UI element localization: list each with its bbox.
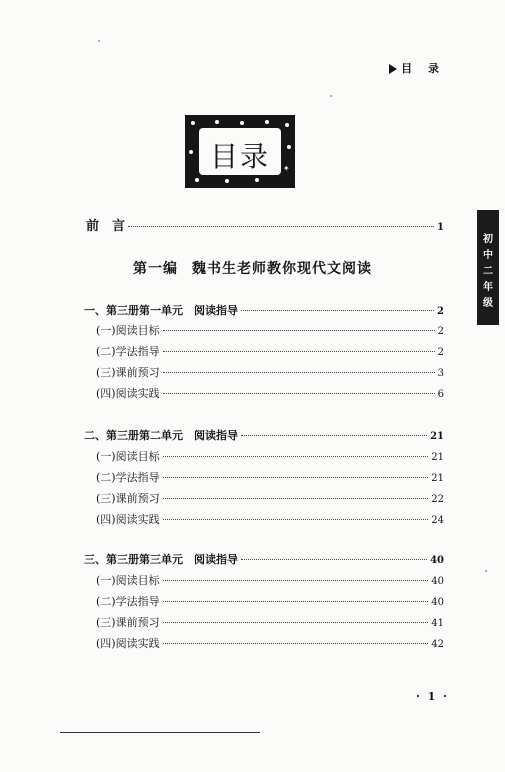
- dot-ornament-icon: [255, 178, 259, 182]
- toc-item[interactable]: [96, 511, 444, 527]
- toc-item[interactable]: [96, 322, 444, 338]
- toc-item[interactable]: [96, 593, 444, 609]
- dot-ornament-icon: [215, 120, 219, 124]
- scan-speck: [330, 95, 332, 97]
- dot-ornament-icon: [265, 120, 269, 124]
- dot-leader: [163, 580, 429, 581]
- page-ref: 2: [437, 347, 444, 358]
- triangle-marker-icon: [389, 64, 397, 74]
- page-ref: 40: [431, 576, 444, 587]
- part-heading: [0, 258, 505, 278]
- dot-ornament-icon: [191, 121, 195, 125]
- dot-leader: [163, 519, 429, 520]
- part-number: 第一编: [133, 261, 178, 277]
- dot-leader: [163, 330, 435, 331]
- dot-ornament-icon: [287, 145, 291, 149]
- side-tab-char: 中: [483, 250, 493, 261]
- item-label: (一)阅读目标: [96, 324, 160, 337]
- scan-speck: [98, 40, 100, 42]
- side-tab-char: 初: [483, 234, 493, 245]
- page-ref: 22: [431, 494, 444, 505]
- page-ref: 3: [437, 368, 444, 379]
- dot-ornament-icon: [240, 121, 244, 125]
- title-block: [185, 115, 295, 188]
- dot-leader: [163, 372, 435, 373]
- bottom-rule: [60, 732, 260, 733]
- toc-item[interactable]: [96, 469, 444, 485]
- section-title: 二、第三册第二单元 阅读指导: [84, 429, 238, 442]
- dot-leader: [163, 351, 435, 352]
- running-head-text: 目 录: [401, 62, 445, 75]
- dot-ornament-icon: [285, 123, 289, 127]
- page-ref: 1: [437, 222, 444, 233]
- item-label: (四)阅读实践: [96, 387, 160, 400]
- dot-leader: [241, 559, 427, 560]
- dot-leader: [163, 456, 429, 457]
- dot-leader: [163, 393, 435, 394]
- item-label: (二)学法指导: [96, 595, 160, 608]
- dot-ornament-icon: [195, 178, 199, 182]
- page-number: · 1 ·: [416, 690, 449, 703]
- dot-leader: [163, 601, 429, 602]
- section-entry[interactable]: [84, 551, 444, 567]
- page-title: 目录: [209, 140, 270, 173]
- page-ref: 40: [430, 555, 444, 566]
- dot-leader: [241, 310, 434, 311]
- page-ref: 24: [431, 515, 444, 526]
- title-frame: [199, 128, 281, 175]
- page-ref: 42: [431, 639, 444, 650]
- dot-ornament-icon: [189, 150, 193, 154]
- running-head: [389, 60, 445, 76]
- item-label: (三)课前预习: [96, 492, 160, 505]
- star-ornament-icon: ✦: [283, 164, 290, 173]
- side-tab-char: 二: [483, 266, 493, 277]
- side-tab-char: 级: [483, 298, 493, 309]
- item-label: (一)阅读目标: [96, 574, 160, 587]
- item-label: (三)课前预习: [96, 616, 160, 629]
- section-title: 三、第三册第三单元 阅读指导: [84, 553, 238, 566]
- side-tab-char: 年: [483, 282, 493, 293]
- dot-leader: [241, 435, 427, 436]
- item-label: (三)课前预习: [96, 366, 160, 379]
- section-entry[interactable]: [84, 302, 444, 318]
- toc-item[interactable]: [96, 614, 444, 630]
- page-ref: 21: [431, 473, 444, 484]
- dot-leader: [163, 622, 429, 623]
- toc-item[interactable]: [96, 572, 444, 588]
- part-title: 魏书生老师教你现代文阅读: [192, 261, 372, 277]
- page-ref: 2: [437, 326, 444, 337]
- item-label: (四)阅读实践: [96, 637, 160, 650]
- section-title: 一、第三册第一单元 阅读指导: [84, 304, 238, 317]
- toc-item[interactable]: [96, 448, 444, 464]
- toc-item[interactable]: [96, 364, 444, 380]
- dot-ornament-icon: [225, 179, 229, 183]
- page-ref: 41: [431, 618, 444, 629]
- item-label: (四)阅读实践: [96, 513, 160, 526]
- toc-item[interactable]: [96, 490, 444, 506]
- preface-label: 前 言: [86, 219, 126, 234]
- toc-item[interactable]: [96, 343, 444, 359]
- page-ref: 21: [430, 431, 444, 442]
- preface-entry[interactable]: [86, 215, 444, 234]
- section-entry[interactable]: [84, 427, 444, 443]
- dot-leader: [128, 226, 434, 227]
- dot-leader: [163, 477, 429, 478]
- dot-leader: [163, 643, 429, 644]
- item-label: (二)学法指导: [96, 345, 160, 358]
- page-ref: 2: [437, 306, 444, 317]
- item-label: (一)阅读目标: [96, 450, 160, 463]
- page-ref: 21: [431, 452, 444, 463]
- toc-item[interactable]: [96, 635, 444, 651]
- page-ref: 6: [437, 389, 444, 400]
- toc-item[interactable]: [96, 385, 444, 401]
- item-label: (二)学法指导: [96, 471, 160, 484]
- scan-speck: [485, 570, 487, 572]
- page-ref: 40: [431, 597, 444, 608]
- dot-leader: [163, 498, 429, 499]
